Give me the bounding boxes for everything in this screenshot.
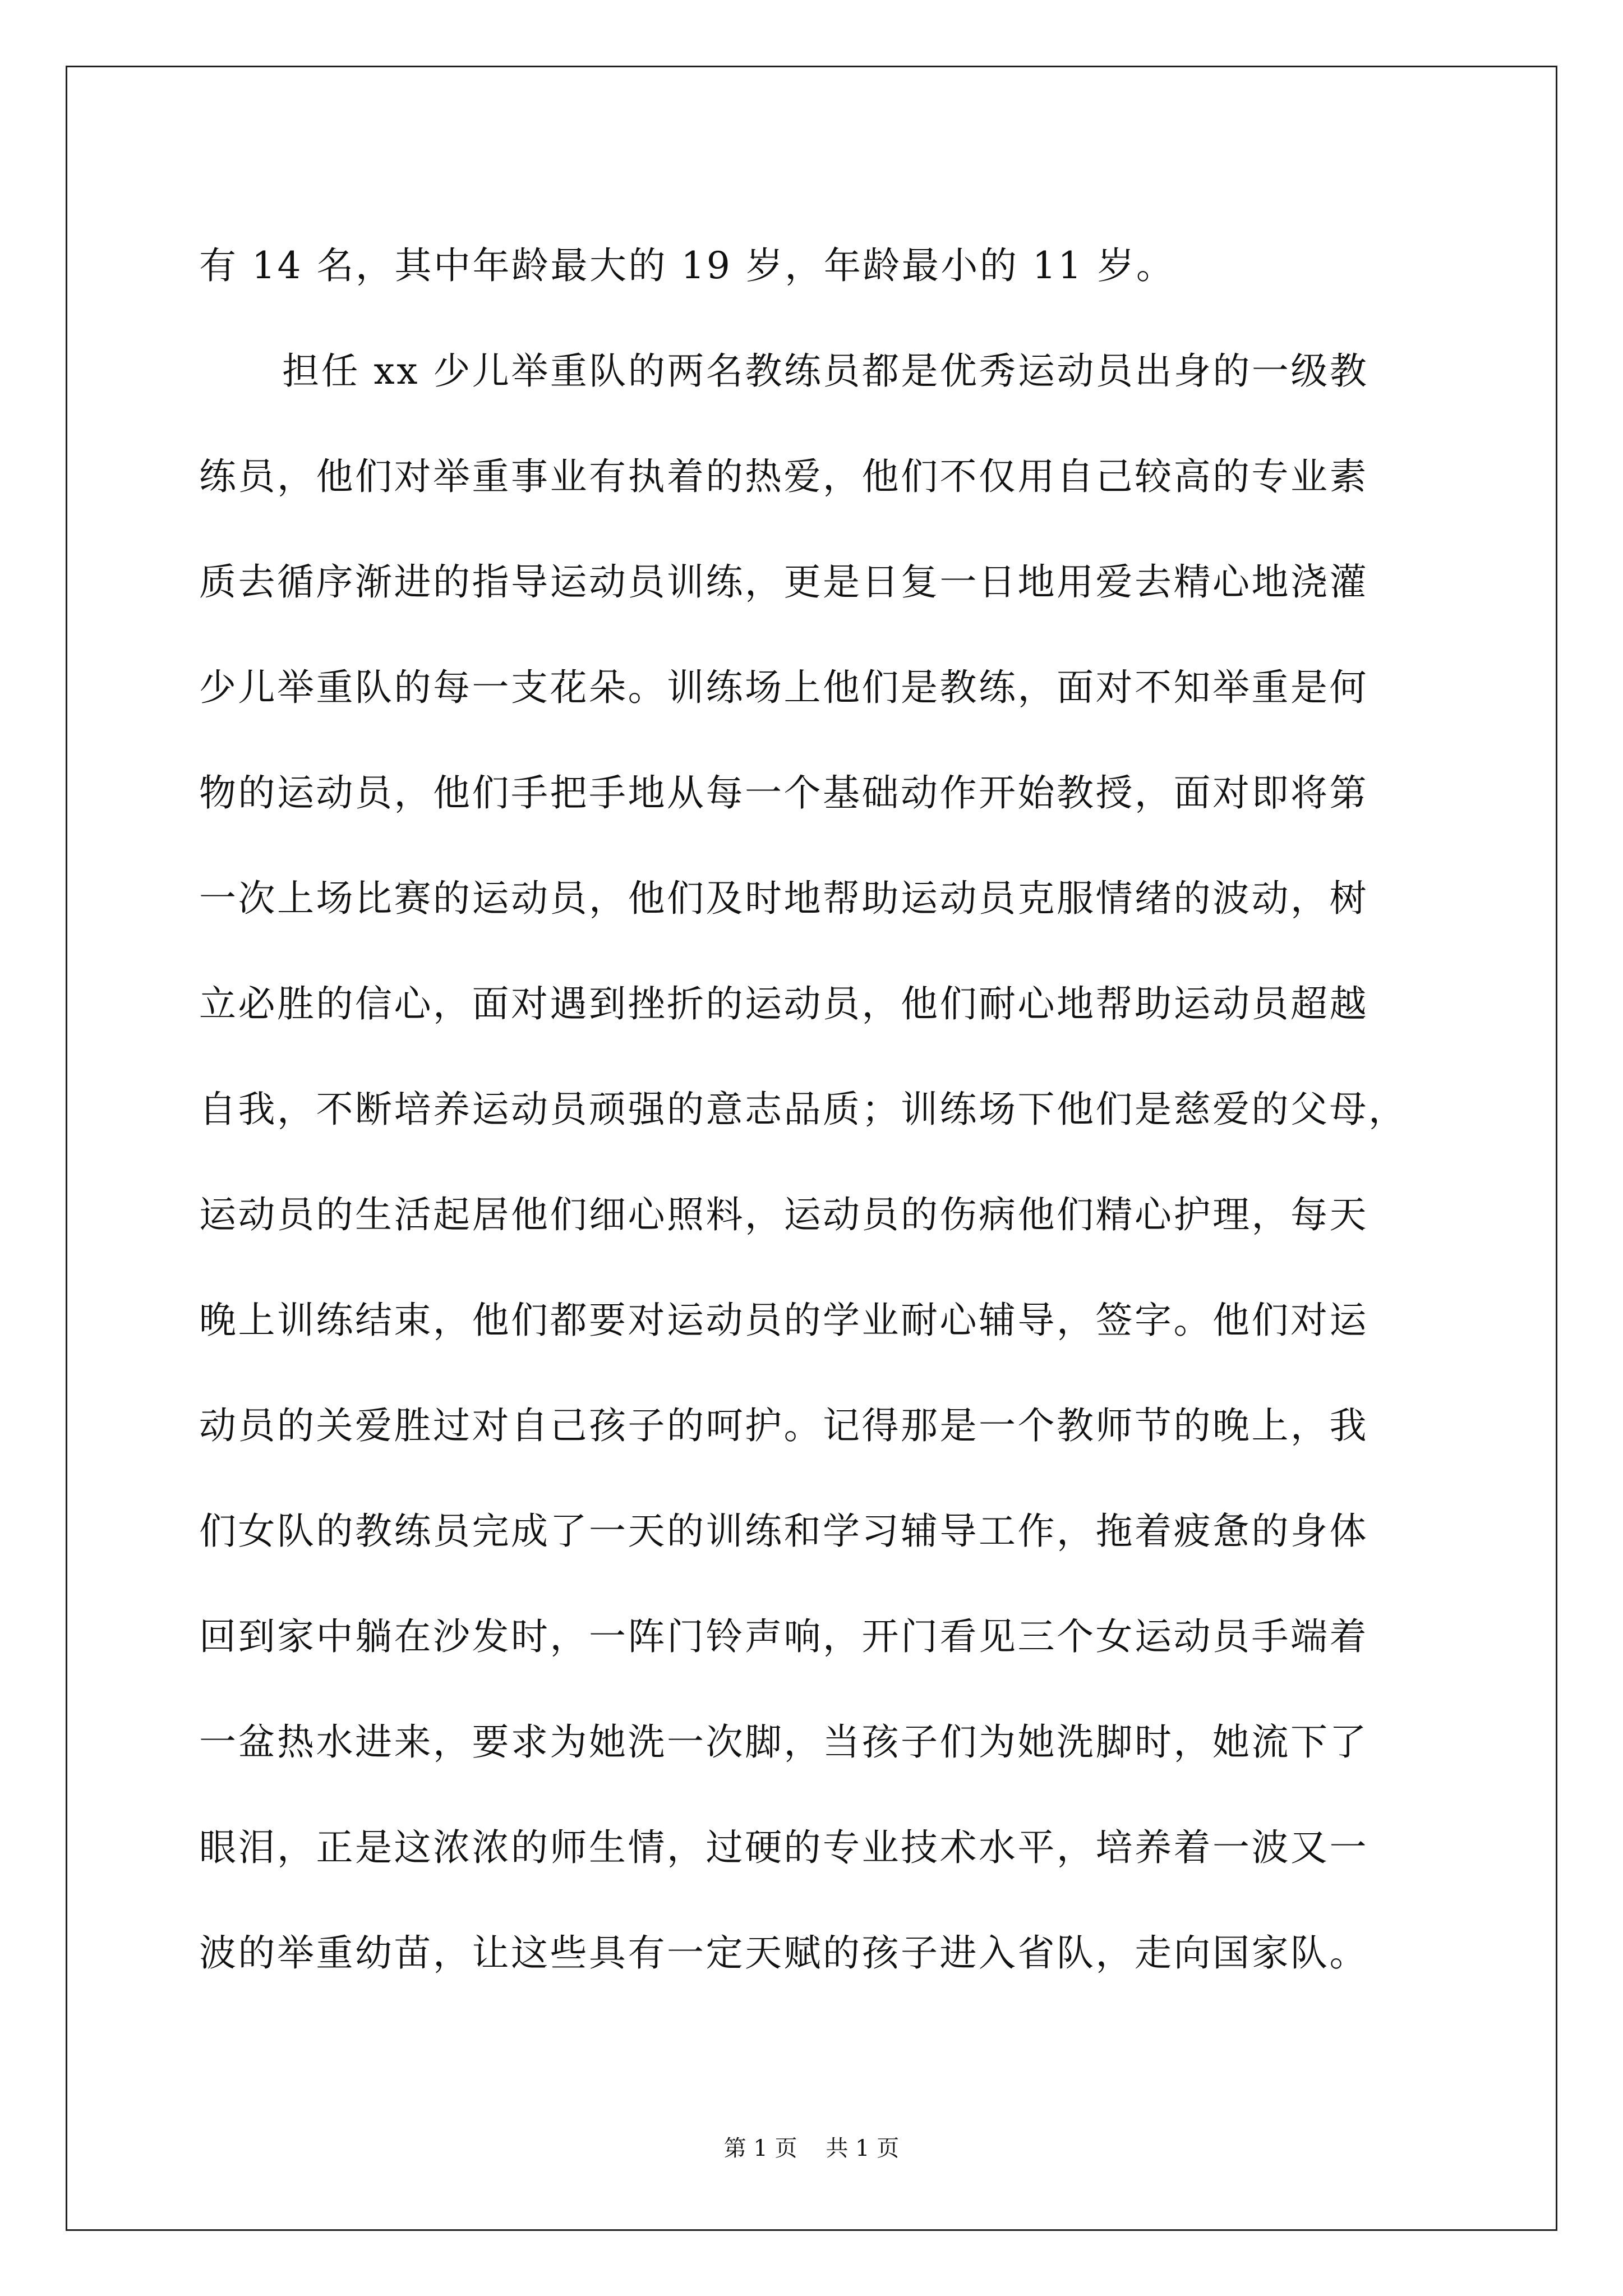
- paragraph-line: 担任 xx 少儿举重队的两名教练员都是优秀运动员出身的一级教: [282, 349, 1369, 393]
- paragraph-line: 质去循序渐进的指导运动员训练，更是日复一日地用爱去精心地浇灌: [199, 560, 1368, 604]
- paragraph-line: 一次上场比赛的运动员，他们及时地帮助运动员克服情绪的波动，树: [199, 877, 1368, 920]
- paragraph-line: 眼泪，正是这浓浓的师生情，过硬的专业技术水平，培养着一波又一: [199, 1826, 1368, 1869]
- paragraph-line: 波的举重幼苗，让这些具有一定天赋的孩子进入省队，走向国家队。: [199, 1931, 1368, 1975]
- paragraph-line: 少儿举重队的每一支花朵。训练场上他们是教练，面对不知举重是何: [199, 666, 1368, 709]
- paragraph-line: 物的运动员，他们手把手地从每一个基础动作开始教授，面对即将第: [199, 771, 1368, 815]
- page-number-footer: 第 1 页 共 1 页: [723, 2136, 900, 2161]
- paragraph-line: 一盆热水进来，要求为她洗一次脚，当孩子们为她洗脚时，她流下了: [199, 1720, 1368, 1764]
- paragraph-line: 动员的关爱胜过对自己孩子的呵护。记得那是一个教师节的晚上，我: [199, 1404, 1368, 1447]
- paragraph-line: 立必胜的信心，面对遇到挫折的运动员，他们耐心地帮助运动员超越: [199, 982, 1368, 1025]
- paragraph-line: 们女队的教练员完成了一天的训练和学习辅导工作，拖着疲惫的身体: [199, 1510, 1368, 1553]
- paragraph-line: 回到家中躺在沙发时，一阵门铃声响，开门看见三个女运动员手端着: [199, 1615, 1368, 1658]
- paragraph-line: 运动员的生活起居他们细心照料，运动员的伤病他们精心护理，每天: [199, 1193, 1368, 1236]
- paragraph-line: 自我，不断培养运动员顽强的意志品质；训练场下他们是慈爱的父母，: [199, 1088, 1408, 1131]
- document-body: [199, 213, 1433, 2006]
- paragraph-line: 有 14 名，其中年龄最大的 19 岁，年龄最小的 11 岁。: [199, 244, 1175, 287]
- paragraph-line: 练员，他们对举重事业有执着的热爱，他们不仅用自己较高的专业素: [199, 455, 1368, 498]
- paragraph-line: 晚上训练结束，他们都要对运动员的学业耐心辅导，签字。他们对运: [199, 1299, 1368, 1342]
